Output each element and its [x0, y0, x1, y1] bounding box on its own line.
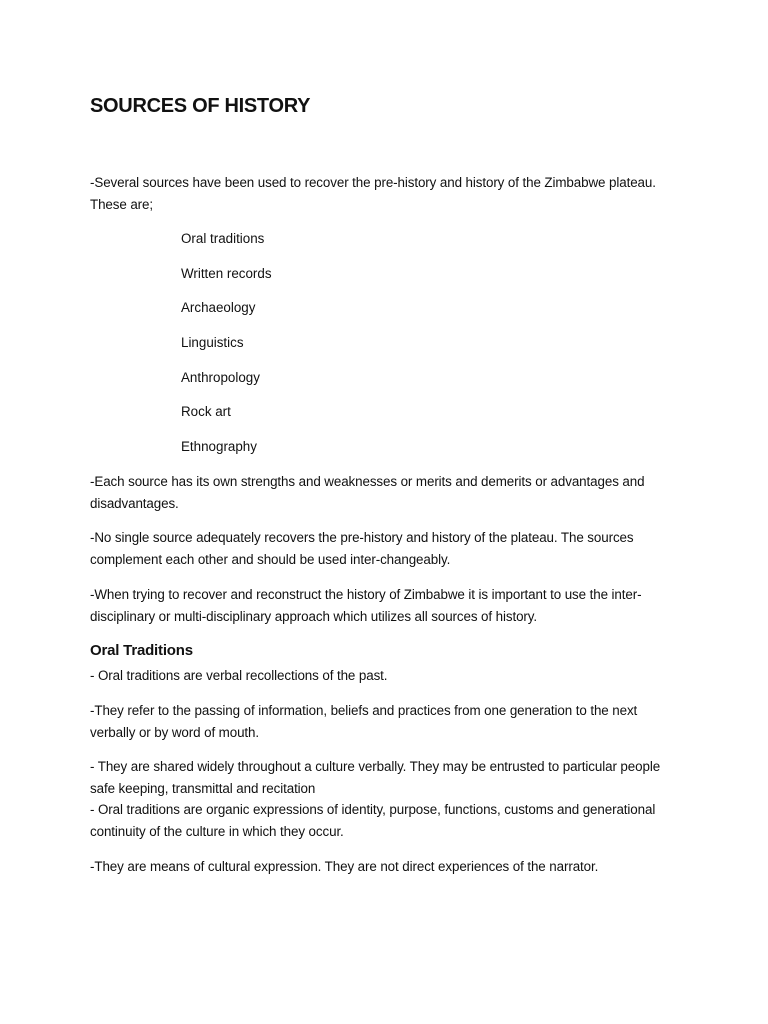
no-single-source-paragraph: -No single source adequately recovers the pre-history and history of the plateau. The sources complement each other and should be used inter-changeably.	[90, 530, 634, 567]
oral-traditions-paragraph-3: - They are shared widely throughout a culture verbally. They may be entrusted to particular people safe keeping, transmittal and recitation	[90, 759, 661, 796]
source-item-linguistics: Linguistics	[181, 335, 244, 350]
page-title: SOURCES OF HISTORY	[90, 95, 311, 117]
oral-traditions-paragraph-4: - Oral traditions are organic expressions of identity, purpose, functions, customs and generational continuity of the culture in which they occur.	[90, 802, 656, 839]
source-item-ethnography: Ethnography	[181, 439, 257, 454]
strengths-paragraph: -Each source has its own strengths and weaknesses or merits and demerits or advantages and disadvantages.	[90, 474, 645, 511]
oral-traditions-paragraph-5: -They are means of cultural expression. They are not direct experiences of the narrator.	[90, 859, 599, 874]
oral-traditions-paragraph-1: - Oral traditions are verbal recollections of the past.	[90, 668, 388, 683]
source-item-oral-traditions: Oral traditions	[181, 231, 265, 246]
oral-traditions-heading: Oral Traditions	[90, 642, 193, 659]
intro-paragraph: -Several sources have been used to recover the pre-history and history of the Zimbabwe plateau. These are;	[90, 175, 656, 212]
source-item-archaeology: Archaeology	[181, 300, 256, 315]
source-item-anthropology: Anthropology	[181, 370, 260, 385]
source-item-rock-art: Rock art	[181, 404, 231, 419]
source-item-written-records: Written records	[181, 266, 272, 281]
oral-traditions-paragraph-2: -They refer to the passing of information, beliefs and practices from one generation to the next verbally or by word of mouth.	[90, 703, 638, 740]
approach-paragraph: -When trying to recover and reconstruct the history of Zimbabwe it is important to use the inter- disciplinary or multi-disciplinary approach which utilizes all sources of history.	[90, 587, 642, 624]
